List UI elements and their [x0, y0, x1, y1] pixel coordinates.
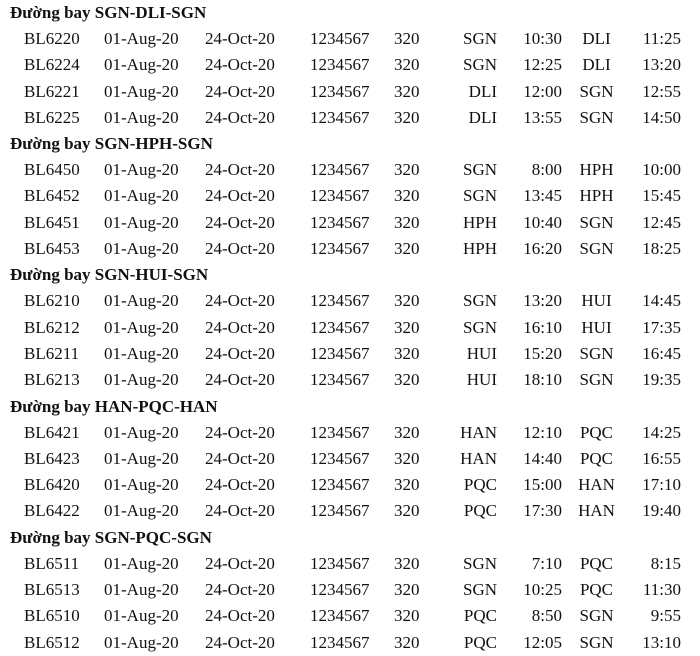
flight-number: BL6450 — [24, 160, 80, 180]
end-date: 24-Oct-20 — [205, 448, 275, 468]
flight-row — [0, 603, 700, 629]
end-date: 24-Oct-20 — [205, 186, 275, 206]
flight-number: BL6420 — [24, 475, 80, 495]
flight-number: BL6421 — [24, 422, 80, 442]
aircraft-type: 320 — [394, 422, 420, 442]
origin-airport: HAN — [460, 448, 497, 468]
origin-airport: PQC — [463, 632, 497, 652]
origin-airport: PQC — [463, 501, 497, 521]
aircraft-type: 320 — [394, 370, 420, 390]
flight-row — [0, 79, 700, 105]
departure-time: 16:10 — [523, 317, 562, 337]
flight-row — [0, 446, 700, 472]
origin-airport: HPH — [462, 212, 497, 232]
flight-number: BL6452 — [24, 186, 80, 206]
operating-days: 1234567 — [310, 81, 370, 101]
flight-number: BL6210 — [24, 291, 80, 311]
start-date: 01-Aug-20 — [104, 317, 179, 337]
departure-time: 15:20 — [523, 343, 562, 363]
route-section — [0, 394, 700, 525]
aircraft-type: 320 — [394, 606, 420, 626]
flight-number: BL6224 — [24, 55, 80, 75]
origin-airport: SGN — [462, 580, 497, 600]
aircraft-type: 320 — [394, 501, 420, 521]
departure-time: 13:20 — [523, 291, 562, 311]
flight-number: BL6453 — [24, 239, 80, 259]
destination-airport: SGN — [579, 81, 614, 101]
arrival-time: 12:45 — [642, 212, 681, 232]
departure-time: 12:25 — [523, 55, 562, 75]
route-title: Đường bay HAN-PQC-HAN — [10, 396, 218, 416]
start-date: 01-Aug-20 — [104, 475, 179, 495]
end-date: 24-Oct-20 — [205, 370, 275, 390]
operating-days: 1234567 — [310, 29, 370, 48]
destination-airport: SGN — [579, 212, 614, 232]
flight-row — [0, 26, 700, 52]
route-title: Đường bay SGN-HPH-SGN — [10, 134, 213, 154]
arrival-time: 14:45 — [642, 291, 681, 311]
origin-airport: SGN — [462, 186, 497, 206]
end-date: 24-Oct-20 — [205, 160, 275, 180]
aircraft-type: 320 — [394, 186, 420, 206]
operating-days: 1234567 — [310, 107, 370, 127]
arrival-time: 19:40 — [642, 501, 681, 521]
aircraft-type: 320 — [394, 632, 420, 652]
flight-number: BL6511 — [24, 553, 80, 573]
operating-days: 1234567 — [310, 553, 370, 573]
flight-row — [0, 183, 700, 209]
operating-days: 1234567 — [310, 475, 370, 495]
aircraft-type: 320 — [394, 553, 420, 573]
flight-number: BL6513 — [24, 580, 80, 600]
end-date: 24-Oct-20 — [205, 580, 275, 600]
flight-row — [0, 551, 700, 577]
start-date: 01-Aug-20 — [104, 160, 179, 180]
operating-days: 1234567 — [310, 239, 370, 259]
start-date: 01-Aug-20 — [104, 291, 179, 311]
arrival-time: 14:50 — [642, 107, 681, 127]
start-date: 01-Aug-20 — [104, 580, 179, 600]
flight-row — [0, 498, 700, 524]
start-date: 01-Aug-20 — [104, 370, 179, 390]
origin-airport: SGN — [462, 55, 497, 75]
route-title: Đường bay SGN-PQC-SGN — [10, 527, 212, 547]
destination-airport: PQC — [579, 553, 614, 573]
aircraft-type: 320 — [394, 160, 420, 180]
destination-airport: HPH — [579, 160, 614, 180]
operating-days: 1234567 — [310, 422, 370, 442]
destination-airport: SGN — [579, 107, 614, 127]
flight-row — [0, 630, 700, 656]
origin-airport: HUI — [466, 343, 497, 363]
departure-time: 14:40 — [523, 448, 562, 468]
route-section — [0, 525, 700, 656]
operating-days: 1234567 — [310, 317, 370, 337]
end-date: 24-Oct-20 — [205, 632, 275, 652]
aircraft-type: 320 — [394, 448, 420, 468]
arrival-time: 9:55 — [650, 606, 681, 626]
start-date: 01-Aug-20 — [104, 553, 179, 573]
origin-airport: SGN — [462, 553, 497, 573]
flight-number: BL6213 — [24, 370, 80, 390]
flight-row — [0, 210, 700, 236]
end-date: 24-Oct-20 — [205, 606, 275, 626]
flight-number: BL6451 — [24, 212, 80, 232]
departure-time: 8:50 — [531, 606, 562, 626]
arrival-time: 13:20 — [642, 55, 681, 75]
origin-airport: PQC — [463, 475, 497, 495]
flight-number: BL6220 — [24, 29, 80, 48]
destination-airport: HPH — [579, 186, 614, 206]
aircraft-type: 320 — [394, 291, 420, 311]
flight-row — [0, 420, 700, 446]
operating-days: 1234567 — [310, 160, 370, 180]
aircraft-type: 320 — [394, 107, 420, 127]
operating-days: 1234567 — [310, 186, 370, 206]
operating-days: 1234567 — [310, 291, 370, 311]
end-date: 24-Oct-20 — [205, 422, 275, 442]
flight-row — [0, 288, 700, 314]
flight-row — [0, 52, 700, 78]
end-date: 24-Oct-20 — [205, 343, 275, 363]
end-date: 24-Oct-20 — [205, 29, 275, 48]
aircraft-type: 320 — [394, 317, 420, 337]
arrival-time: 12:55 — [642, 81, 681, 101]
departure-time: 12:05 — [523, 632, 562, 652]
arrival-time: 14:25 — [642, 422, 681, 442]
aircraft-type: 320 — [394, 29, 420, 48]
start-date: 01-Aug-20 — [104, 212, 179, 232]
departure-time: 8:00 — [531, 160, 562, 180]
departure-time: 12:10 — [523, 422, 562, 442]
destination-airport: SGN — [579, 343, 614, 363]
departure-time: 13:45 — [523, 186, 562, 206]
route-title: Đường bay SGN-DLI-SGN — [10, 3, 207, 22]
flight-row — [0, 577, 700, 603]
flight-row — [0, 236, 700, 262]
flight-row — [0, 315, 700, 341]
aircraft-type: 320 — [394, 239, 420, 259]
destination-airport: SGN — [579, 239, 614, 259]
start-date: 01-Aug-20 — [104, 448, 179, 468]
start-date: 01-Aug-20 — [104, 501, 179, 521]
aircraft-type: 320 — [394, 475, 420, 495]
start-date: 01-Aug-20 — [104, 632, 179, 652]
operating-days: 1234567 — [310, 501, 370, 521]
arrival-time: 11:25 — [642, 29, 681, 48]
destination-airport: SGN — [579, 632, 614, 652]
route-section — [0, 262, 700, 393]
origin-airport: HAN — [460, 422, 497, 442]
flight-number: BL6225 — [24, 107, 80, 127]
origin-airport: PQC — [463, 606, 497, 626]
end-date: 24-Oct-20 — [205, 553, 275, 573]
arrival-time: 11:30 — [642, 580, 681, 600]
departure-time: 16:20 — [523, 239, 562, 259]
destination-airport: HAN — [578, 475, 615, 495]
departure-time: 13:55 — [523, 107, 562, 127]
flight-number: BL6212 — [24, 317, 80, 337]
origin-airport: HPH — [462, 239, 497, 259]
flight-row — [0, 472, 700, 498]
departure-time: 18:10 — [523, 370, 562, 390]
end-date: 24-Oct-20 — [205, 475, 275, 495]
departure-time: 10:40 — [523, 212, 562, 232]
aircraft-type: 320 — [394, 580, 420, 600]
start-date: 01-Aug-20 — [104, 107, 179, 127]
origin-airport: DLI — [468, 107, 497, 127]
arrival-time: 16:45 — [642, 343, 681, 363]
flight-number: BL6423 — [24, 448, 80, 468]
arrival-time: 8:15 — [650, 553, 681, 573]
route-section — [0, 131, 700, 262]
departure-time: 17:30 — [523, 501, 562, 521]
aircraft-type: 320 — [394, 55, 420, 75]
flight-number: BL6512 — [24, 632, 80, 652]
destination-airport: SGN — [579, 370, 614, 390]
end-date: 24-Oct-20 — [205, 81, 275, 101]
flight-row — [0, 367, 700, 393]
aircraft-type: 320 — [394, 343, 420, 363]
origin-airport: SGN — [462, 291, 497, 311]
destination-airport: HUI — [581, 291, 612, 311]
arrival-time: 16:55 — [642, 448, 681, 468]
departure-time: 12:00 — [523, 81, 562, 101]
end-date: 24-Oct-20 — [205, 291, 275, 311]
end-date: 24-Oct-20 — [205, 239, 275, 259]
destination-airport: HAN — [578, 501, 615, 521]
origin-airport: SGN — [462, 160, 497, 180]
origin-airport: DLI — [468, 81, 497, 101]
operating-days: 1234567 — [310, 632, 370, 652]
start-date: 01-Aug-20 — [104, 422, 179, 442]
destination-airport: HUI — [581, 317, 612, 337]
departure-time: 15:00 — [523, 475, 562, 495]
flight-row — [0, 105, 700, 131]
start-date: 01-Aug-20 — [104, 186, 179, 206]
flight-row — [0, 157, 700, 183]
destination-airport: SGN — [579, 606, 614, 626]
arrival-time: 18:25 — [642, 239, 681, 259]
flight-number: BL6422 — [24, 501, 80, 521]
aircraft-type: 320 — [394, 81, 420, 101]
aircraft-type: 320 — [394, 212, 420, 232]
route-title: Đường bay SGN-HUI-SGN — [10, 265, 209, 285]
arrival-time: 10:00 — [642, 160, 681, 180]
end-date: 24-Oct-20 — [205, 501, 275, 521]
arrival-time: 17:35 — [642, 317, 681, 337]
departure-time: 10:30 — [523, 29, 562, 48]
operating-days: 1234567 — [310, 370, 370, 390]
departure-time: 7:10 — [531, 553, 562, 573]
operating-days: 1234567 — [310, 212, 370, 232]
origin-airport: HUI — [466, 370, 497, 390]
arrival-time: 13:10 — [642, 632, 681, 652]
operating-days: 1234567 — [310, 580, 370, 600]
flight-number: BL6211 — [24, 343, 80, 363]
end-date: 24-Oct-20 — [205, 212, 275, 232]
arrival-time: 15:45 — [642, 186, 681, 206]
destination-airport: DLI — [582, 55, 611, 75]
destination-airport: DLI — [582, 29, 611, 48]
start-date: 01-Aug-20 — [104, 239, 179, 259]
start-date: 01-Aug-20 — [104, 29, 179, 48]
operating-days: 1234567 — [310, 343, 370, 363]
flight-number: BL6510 — [24, 606, 80, 626]
departure-time: 10:25 — [523, 580, 562, 600]
route-section — [0, 0, 700, 131]
end-date: 24-Oct-20 — [205, 317, 275, 337]
arrival-time: 19:35 — [642, 370, 681, 390]
destination-airport: PQC — [579, 422, 614, 442]
arrival-time: 17:10 — [642, 475, 681, 495]
flight-number: BL6221 — [24, 81, 80, 101]
operating-days: 1234567 — [310, 606, 370, 626]
end-date: 24-Oct-20 — [205, 55, 275, 75]
end-date: 24-Oct-20 — [205, 107, 275, 127]
start-date: 01-Aug-20 — [104, 606, 179, 626]
start-date: 01-Aug-20 — [104, 55, 179, 75]
start-date: 01-Aug-20 — [104, 81, 179, 101]
flight-row — [0, 341, 700, 367]
origin-airport: SGN — [462, 317, 497, 337]
origin-airport: SGN — [462, 29, 497, 48]
destination-airport: PQC — [579, 580, 614, 600]
operating-days: 1234567 — [310, 55, 370, 75]
operating-days: 1234567 — [310, 448, 370, 468]
destination-airport: PQC — [579, 448, 614, 468]
start-date: 01-Aug-20 — [104, 343, 179, 363]
